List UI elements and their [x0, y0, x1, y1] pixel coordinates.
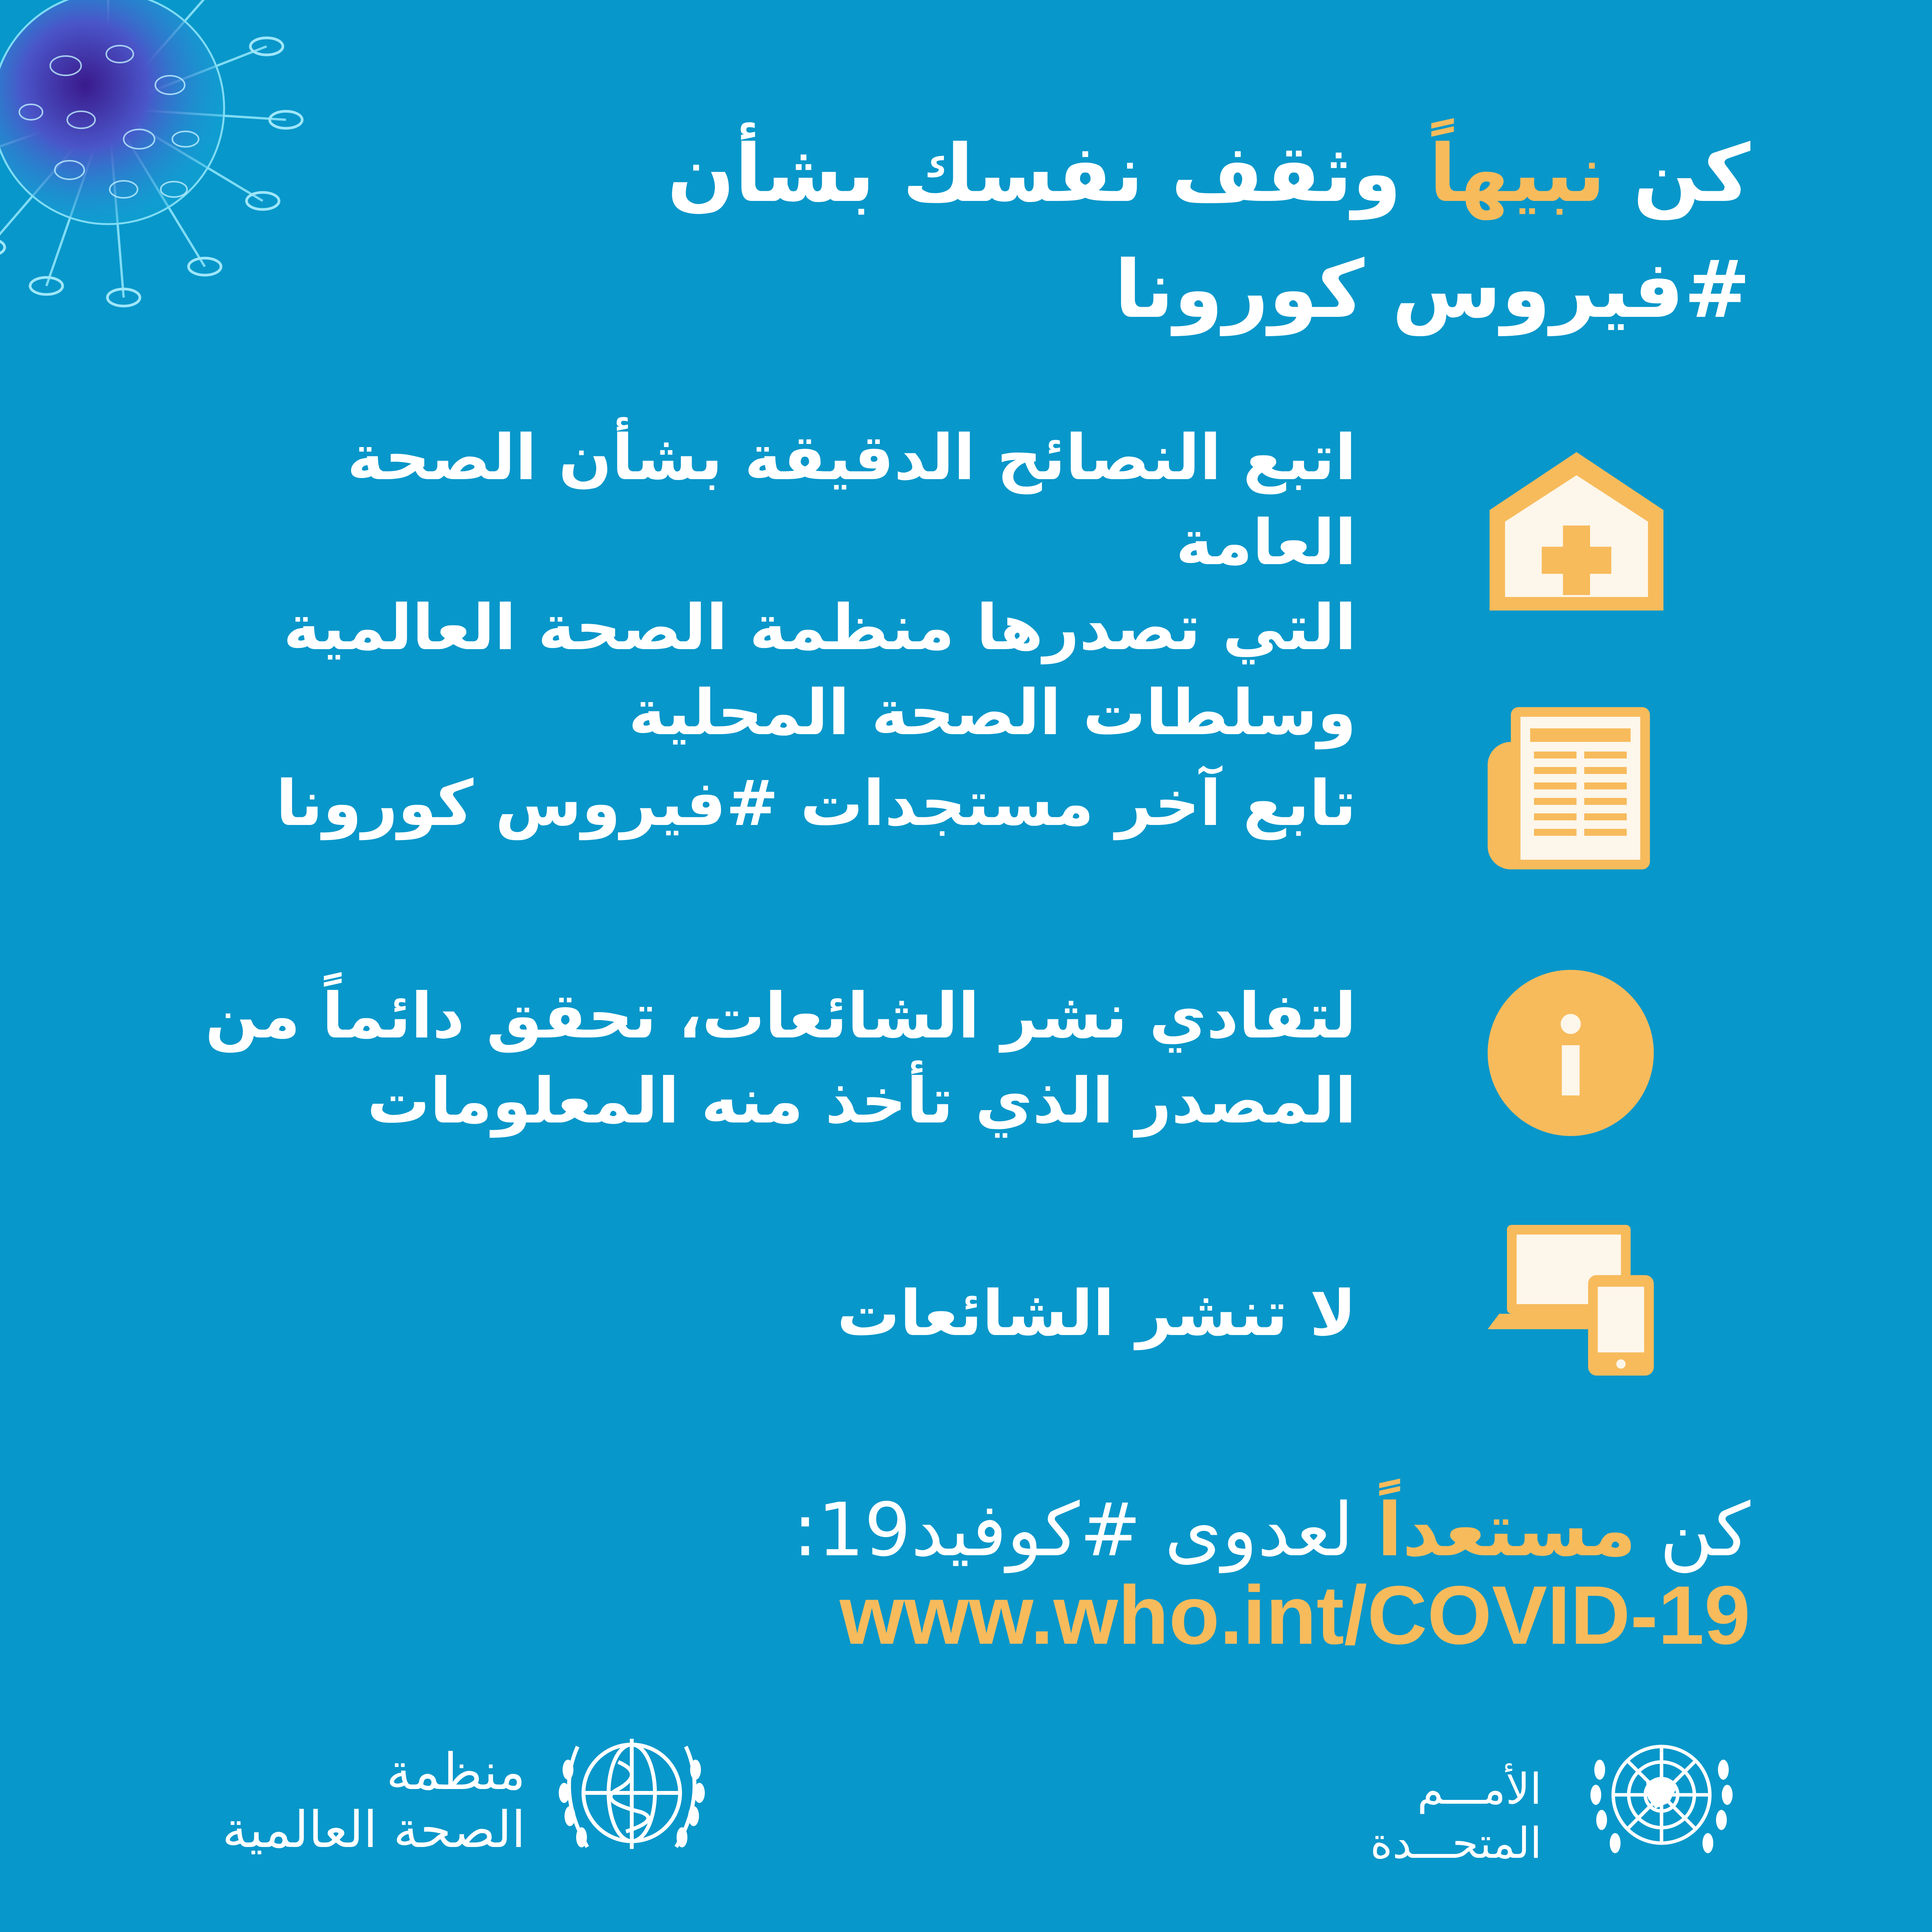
advice-line: تابع آخر مستجدات #فيروس كورونا	[276, 767, 1356, 840]
prepared-highlight: مستعداً	[1377, 1487, 1636, 1573]
health-house-icon	[1488, 448, 1665, 611]
un-logo-text: الأمـــم المتحـــدة	[1370, 1764, 1542, 1868]
prepared-message: كن مستعداً لعدوى #كوفيد19:	[793, 1487, 1750, 1573]
who-covid-link[interactable]: www.who.int/COVID-19	[839, 1568, 1750, 1662]
title-line-1: كن نبيهاً وثقف نفسك بشأن	[667, 128, 1750, 220]
advice-item-2	[158, 761, 1356, 846]
title-highlight: نبيهاً	[1429, 128, 1605, 220]
advice-line: اتبع النصائح الدقيقة بشأن الصحة العامة	[347, 422, 1356, 579]
advice-item-1	[158, 415, 1356, 755]
advice-line: المصدر الذي تأخذ منه المعلومات	[367, 1065, 1356, 1138]
newspaper-icon	[1488, 707, 1650, 869]
advice-item-4	[158, 1271, 1356, 1356]
who-name-line-2: الصحة العالمية	[222, 1800, 526, 1859]
coronavirus-illustration	[0, 0, 325, 325]
advice-line: التي تصدرها منظمة الصحة العالمية	[283, 592, 1356, 664]
advice-item-3	[158, 974, 1356, 1144]
advice-line: لا تنشر الشائعات	[837, 1277, 1356, 1350]
main-title	[282, 116, 1750, 348]
who-emblem-icon	[541, 1716, 723, 1870]
title-line-2: #فيروس كورونا	[1114, 244, 1750, 336]
un-emblem-icon	[1569, 1719, 1754, 1870]
advice-line: لتفادي نشر الشائعات، تحقق دائماً من	[205, 980, 1356, 1053]
who-logo-text	[178, 1743, 526, 1859]
who-name-line-1: منظمة	[386, 1742, 526, 1801]
info-icon	[1488, 970, 1654, 1136]
laptop-phone-icon	[1488, 1225, 1654, 1376]
advice-line: وسلطات الصحة المحلية	[628, 677, 1356, 749]
